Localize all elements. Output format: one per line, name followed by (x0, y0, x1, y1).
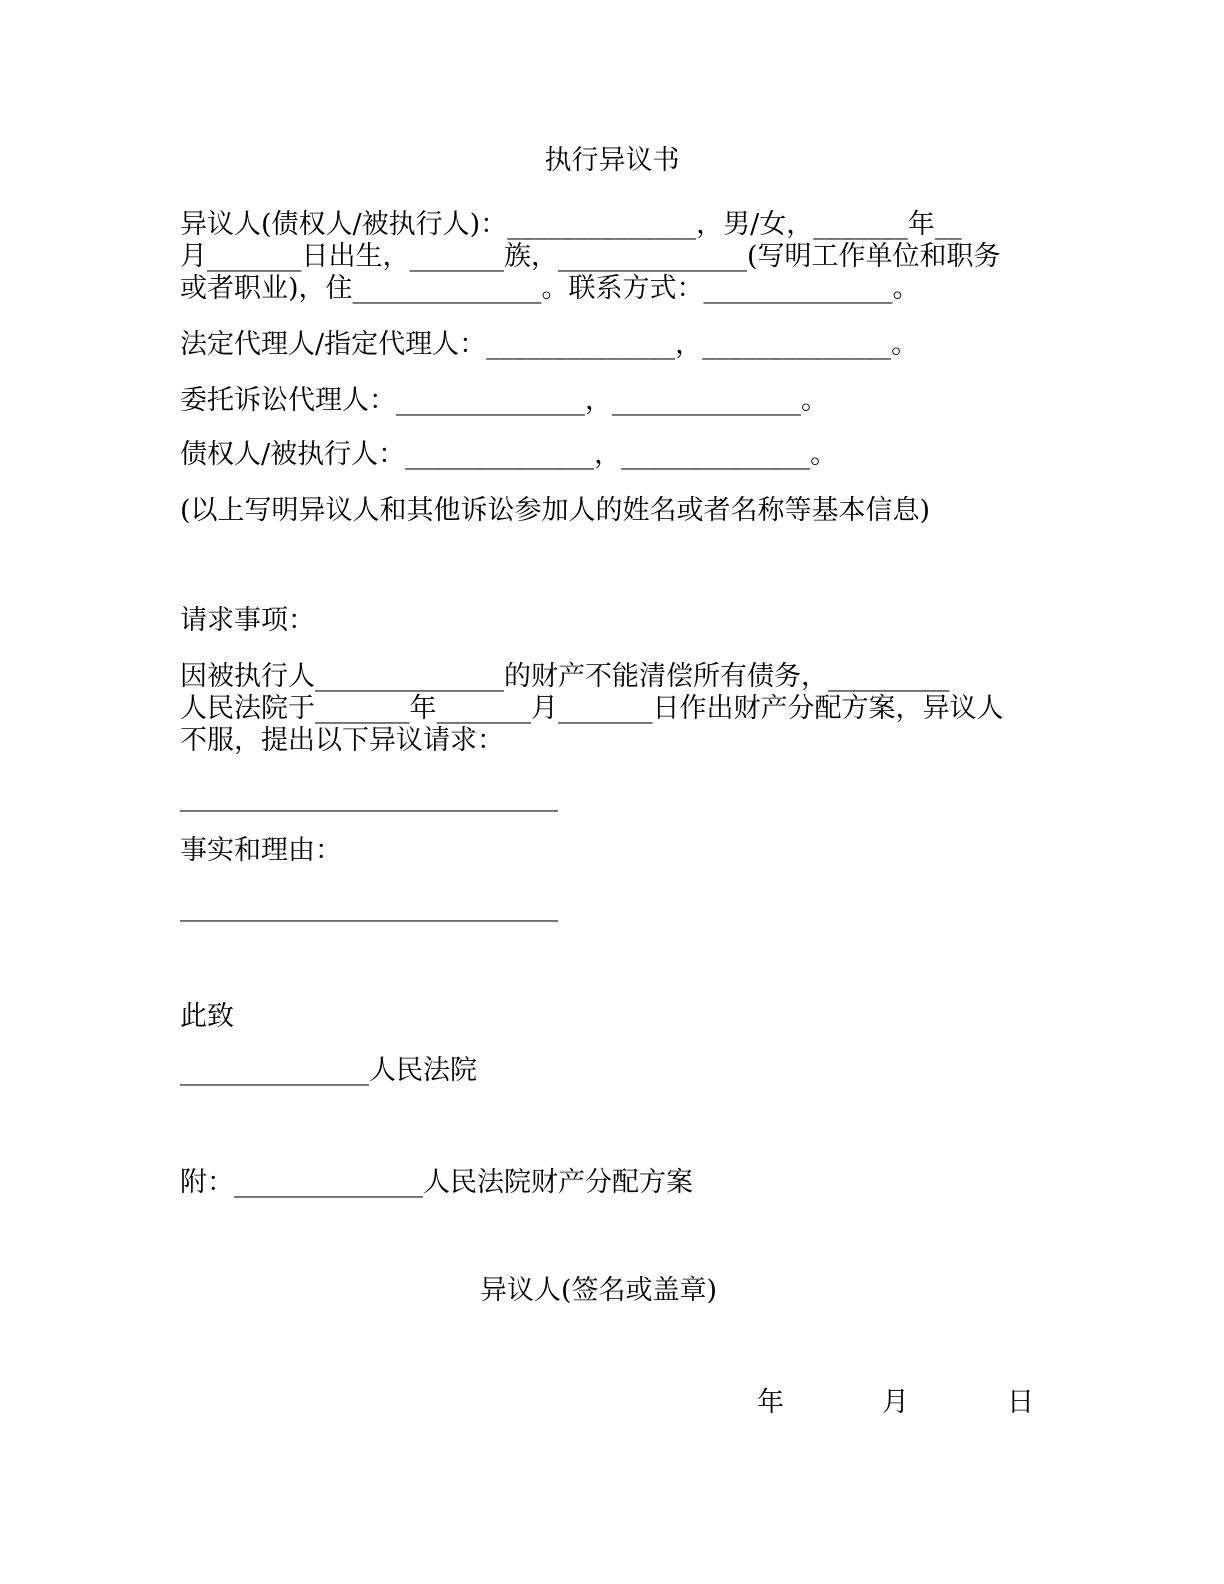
legal-agent-line: 法定代理人/指定代理人：______________，______________。 (180, 329, 919, 360)
objector-line-1: 异议人(债权人/被执行人)：______________，男/女，_______年__ (180, 209, 962, 240)
document-title: 执行异议书 (544, 145, 680, 176)
objector-line-2: 月_______日出生，_______族，______________(写明工作单位和职务 (180, 241, 1001, 272)
claims-line-1: 因被执行人______________的财产不能清偿所有债务，_________ (180, 661, 950, 692)
court-line: ______________人民法院 (180, 1055, 477, 1086)
attachment-line: 附：______________人民法院财产分配方案 (180, 1167, 693, 1198)
facts-blank: ____________________________ (180, 891, 558, 922)
claims-line-3: 不服，提出以下异议请求： (180, 725, 504, 756)
litigation-agent-line: 委托诉讼代理人：______________，______________。 (180, 385, 828, 416)
date-month: 月 (882, 1387, 909, 1418)
salutation: 此致 (180, 1001, 234, 1032)
creditor-debtor-line: 债权人/被执行人：______________，______________。 (180, 439, 838, 470)
facts-heading: 事实和理由： (180, 835, 342, 866)
date-day: 日 (1007, 1387, 1034, 1418)
parties-note: (以上写明异议人和其他诉讼参加人的姓名或者名称等基本信息) (180, 495, 931, 526)
signature-label: 异议人(签名或盖章) (480, 1275, 718, 1306)
objector-line-3: 或者职业)，住______________。联系方式：______________。 (180, 273, 920, 304)
claims-blank: ____________________________ (180, 781, 558, 812)
claims-heading: 请求事项： (180, 605, 315, 636)
date-year: 年 (757, 1387, 784, 1418)
claims-line-2: 人民法院于_______年_______月_______日作出财产分配方案，异议人 (180, 693, 1004, 724)
